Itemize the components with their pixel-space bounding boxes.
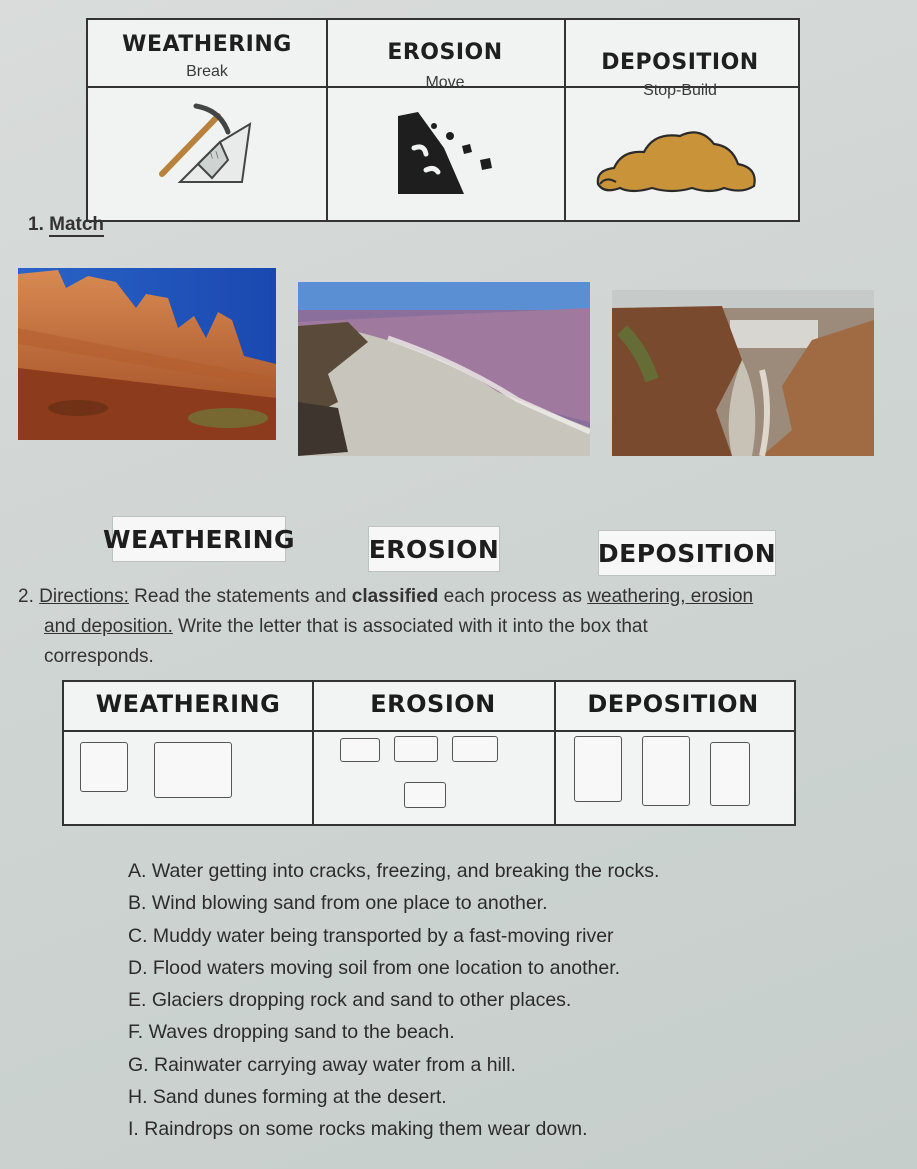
statement-item: B. Wind blowing sand from one place to another. [128, 892, 548, 915]
statement-item: D. Flood waters moving soil from one location to another. [128, 956, 621, 979]
weathering-answer-box[interactable] [80, 742, 128, 792]
svg-text:∖∖: ∖∖ [208, 151, 220, 161]
answer-header-divider [64, 730, 794, 732]
deposition-answer-box[interactable] [642, 736, 690, 806]
deposition-answer-box[interactable] [574, 736, 622, 802]
statement-item: G. Rainwater carrying away water from a hill. [128, 1053, 516, 1076]
statement-list [128, 860, 828, 1151]
process-reference-table [86, 18, 800, 222]
statement-item: A. Water getting into cracks, freezing, and breaking the rocks. [128, 860, 660, 882]
erosion-match-label[interactable]: EROSION [368, 526, 500, 572]
question-2-number: 2. [18, 586, 34, 607]
directions-label: Directions: [39, 586, 129, 607]
question-2-directions [18, 582, 848, 672]
eroded-gully-photo [612, 290, 874, 456]
erosion-answer-box[interactable] [394, 736, 438, 762]
deposition-answer-box[interactable] [710, 742, 750, 806]
directions-underline-1: weathering, erosion [587, 586, 754, 607]
deposition-subtitle: Stop-Build [643, 82, 717, 99]
falling-rocks-icon [396, 108, 496, 200]
question-1-number: 1. [28, 214, 44, 235]
directions-line-2 [18, 612, 848, 642]
directions-keyword: classified [351, 586, 439, 607]
erosion-answer-box[interactable] [340, 738, 380, 762]
weathering-subtitle: Break [186, 63, 228, 80]
directions-text-3: Write the letter that is associated with it into the box that [172, 616, 648, 637]
statement-item: I. Raindrops on some rocks making them wear down. [128, 1118, 588, 1141]
directions-text-2: each process as [438, 586, 588, 607]
erosion-title: EROSION [387, 40, 503, 65]
statement-item: H. Sand dunes forming at the desert. [128, 1086, 447, 1109]
weathering-answer-box[interactable] [154, 742, 232, 798]
statement-item: F. Waves dropping sand to the beach. [128, 1021, 455, 1044]
deposition-title: DEPOSITION [601, 50, 759, 75]
erosion-answer-box[interactable] [404, 782, 446, 808]
answer-header-deposition: DEPOSITION [587, 690, 759, 718]
directions-line-3 [18, 642, 848, 672]
directions-text-4: corresponds. [44, 646, 154, 667]
pickaxe-rock-icon [150, 102, 260, 192]
question-1-label [28, 214, 104, 236]
directions-underline-2: and deposition. [44, 616, 173, 637]
answer-header-weathering: WEATHERING [95, 690, 281, 718]
question-1-title: Match [49, 214, 105, 235]
erosion-subtitle: Move [425, 74, 465, 91]
directions-text-1: Read the statements and [128, 586, 352, 607]
answer-table [62, 680, 796, 826]
weathering-title: WEATHERING [122, 32, 292, 57]
beach-shore-photo [298, 282, 590, 456]
erosion-answer-box[interactable] [452, 736, 498, 762]
directions-line-1 [18, 582, 848, 612]
statement-item: C. Muddy water being transported by a fast-moving river [128, 924, 614, 947]
answer-header-erosion: EROSION [370, 690, 496, 718]
weathering-match-label[interactable]: WEATHERING [112, 516, 286, 562]
rock-arches-photo [18, 268, 276, 440]
sediment-pile-icon [592, 124, 762, 196]
deposition-match-label[interactable]: DEPOSITION [598, 530, 776, 576]
statement-item: E. Glaciers dropping rock and sand to other places. [128, 989, 572, 1012]
